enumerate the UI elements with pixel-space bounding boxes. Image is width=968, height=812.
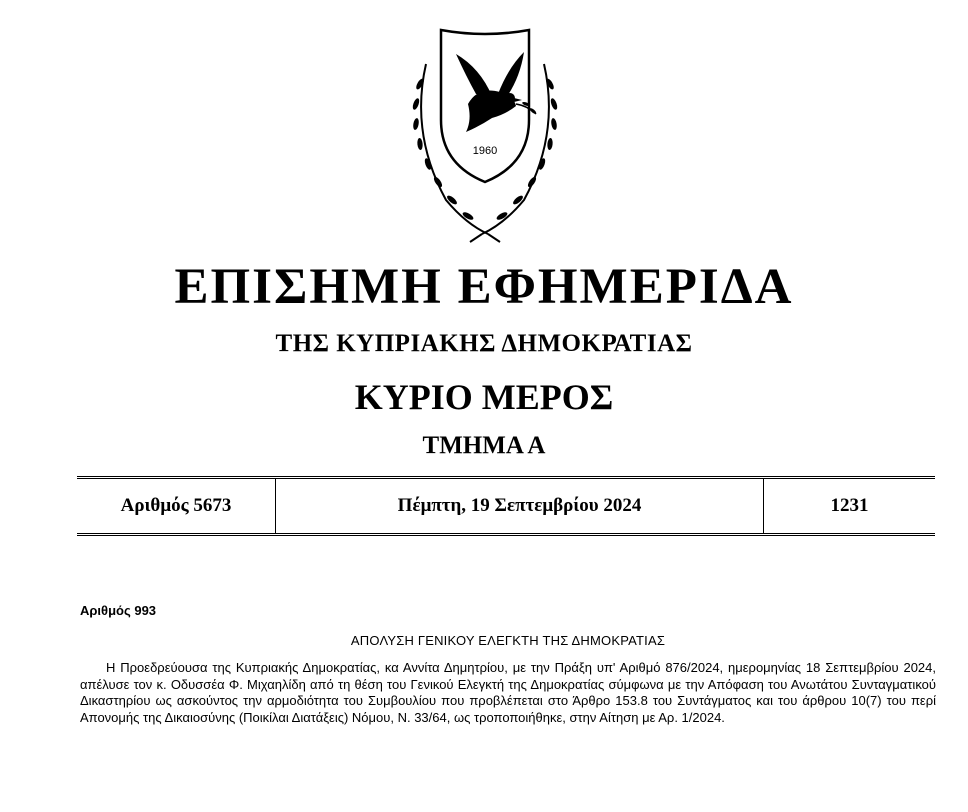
- notice-heading: ΑΠΟΛΥΣΗ ΓΕΝΙΚΟΥ ΕΛΕΓΚΤΗ ΤΗΣ ΔΗΜΟΚΡΑΤΙΑΣ: [350, 633, 666, 648]
- gazette-section: ΤΜΗΜΑ Α: [422, 432, 546, 459]
- page-number: 1231: [830, 495, 869, 516]
- emblem-year: 1960: [472, 145, 498, 157]
- coat-of-arms-icon: [396, 24, 574, 246]
- issue-header: [77, 476, 935, 536]
- notice-body: Η Προεδρεύουσα της Κυπριακής Δημοκρατίας, κα Αννίτα Δημητρίου, με την Πράξη υπ' Αριθμό 876/2024, ημερομηνίας 18 Σεπτεμβρίου 2024, απέλυσε τον κ. Οδυσσέα Φ. Μιχαηλίδη από τη θέση του Γενικού Ελεγκτή της Δημοκρατίας σύμφωνα με την Απόφαση του Ανωτάτου Συνταγματικού Δικαστηρίου ως ασκούντος την αρμοδιότητα του Συμβουλίου που προβλέπεται στο Άρθρο 153.8 του Συντάγματος και του άρθρου 10(7) του περί Απονομής της Δικαιοσύνης (Ποικίλαι Διατάξεις) Νόμου, Ν. 33/64, ως τροποποιήθηκε, στην Αίτηση με Αρ. 1/2024.: [80, 660, 936, 725]
- issue-date: Πέμπτη, 19 Σεπτεμβρίου 2024: [276, 479, 764, 533]
- gazette-title: ΕΠΙΣΗΜΗ ΕΦΗΜΕΡΙΔΑ: [174, 259, 794, 315]
- gazette-subtitle: ΤΗΣ ΚΥΠΡΙΑΚΗΣ ΔΗΜΟΚΡΑΤΙΑΣ: [275, 330, 693, 357]
- issue-number: Αριθμός 5673: [77, 479, 276, 533]
- notice-number: Αριθμός 993: [80, 603, 157, 618]
- gazette-part: ΚΥΡΙΟ ΜΕΡΟΣ: [354, 377, 614, 417]
